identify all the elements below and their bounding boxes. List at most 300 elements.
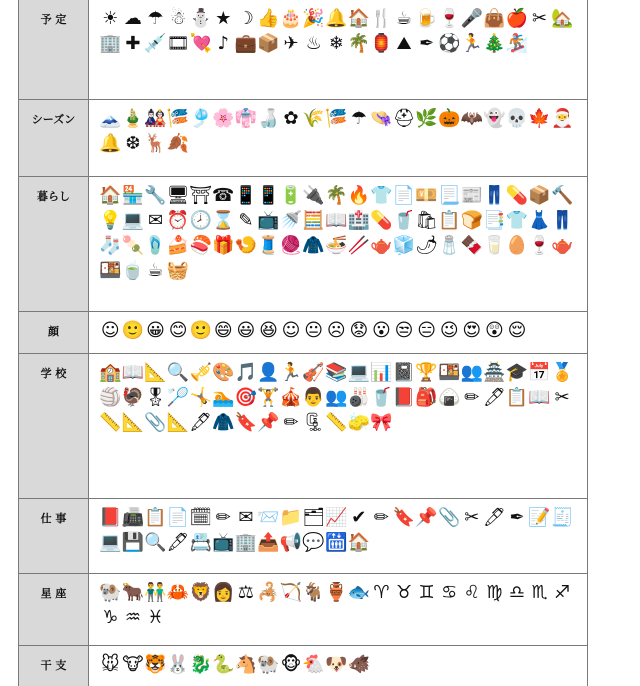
pictogram-icon[interactable]: 🍡 (121, 234, 145, 256)
pictogram-icon[interactable]: ☺ (281, 319, 301, 341)
pictogram-icon[interactable]: 📌 (415, 506, 438, 528)
pictogram-icon[interactable]: 🐭 (100, 653, 120, 675)
pictogram-icon[interactable]: ✏ (283, 411, 299, 433)
pictogram-icon[interactable]: 📚 (325, 361, 348, 383)
pictogram-icon[interactable]: ☽ (237, 7, 254, 29)
pictogram-icon[interactable]: 🏫 (99, 361, 122, 383)
pictogram-icon[interactable]: 🐐 (302, 581, 325, 603)
pictogram-icon[interactable]: 👕 (505, 209, 529, 231)
pictogram-icon[interactable]: 📕 (99, 506, 122, 528)
pictogram-icon[interactable]: 👕 (370, 184, 393, 206)
pictogram-icon[interactable]: 🍜 (325, 234, 348, 256)
pictogram-icon[interactable]: 😍 (462, 319, 482, 341)
category-row (19, 354, 587, 499)
pictogram-icon[interactable]: 💼 (234, 32, 258, 54)
pictogram-icon[interactable]: 📱 (234, 184, 258, 206)
pictogram-icon[interactable]: 🌴 (325, 184, 348, 206)
pictogram-icon[interactable]: 🎂 (279, 7, 303, 29)
pictogram-icon[interactable]: 🥛 (483, 234, 506, 256)
pictogram-icon[interactable]: ♏ (531, 581, 548, 603)
pictogram-icon[interactable]: ✂ (532, 7, 548, 29)
pictogram-icon[interactable]: 😟 (349, 319, 369, 341)
category-row (19, 646, 587, 686)
pictogram-icon[interactable]: 😒 (394, 319, 414, 341)
pictogram-icon[interactable]: 🎐 (189, 107, 212, 129)
pictogram-icon[interactable]: 😑 (417, 319, 436, 341)
pictogram-icon[interactable]: 👖 (550, 209, 574, 231)
pictogram-icon[interactable]: 🔔 (99, 132, 122, 154)
pictogram-icon[interactable]: 🏐 (99, 386, 122, 408)
pictogram-icon[interactable]: 🎄 (483, 32, 506, 54)
pictogram-icon[interactable]: 🧮 (302, 209, 325, 231)
pictogram-icon[interactable]: 🎞 (166, 32, 190, 54)
pictogram-icon[interactable]: 🏥 (347, 209, 371, 231)
icon-grid (89, 177, 587, 311)
pictogram-icon[interactable]: 😄 (213, 319, 233, 341)
pictogram-icon[interactable]: ☹ (326, 319, 346, 341)
pictogram-icon[interactable]: 🎯 (234, 386, 258, 408)
pictogram-icon[interactable]: 🔍 (166, 361, 190, 383)
pictogram-icon[interactable]: 🎖 (144, 386, 167, 408)
pictogram-icon[interactable]: 🏢 (234, 531, 258, 553)
pictogram-icon[interactable]: 🗂 (302, 506, 325, 528)
pictogram-icon[interactable]: ♍ (486, 581, 503, 603)
pictogram-icon[interactable]: 📱 (257, 184, 280, 206)
pictogram-icon[interactable]: ✏ (215, 506, 231, 528)
pictogram-icon[interactable]: 👘 (234, 107, 258, 129)
pictogram-icon[interactable]: 🍷 (437, 7, 461, 29)
pictogram-icon[interactable]: 🎀 (370, 411, 393, 433)
pictogram-icon[interactable]: ⛑ (392, 107, 416, 129)
pictogram-icon[interactable]: 🏯 (483, 361, 506, 383)
pictogram-icon[interactable]: 🩴 (144, 234, 167, 256)
pictogram-icon[interactable]: 😀 (146, 319, 165, 341)
pictogram-icon[interactable]: 🔥 (347, 184, 371, 206)
pictogram-icon[interactable]: 🍷 (528, 234, 551, 256)
pictogram-icon[interactable]: 🏸 (166, 386, 190, 408)
pictogram-icon[interactable]: 🏢 (99, 32, 122, 54)
pictogram-icon[interactable]: 😌 (507, 319, 527, 341)
pictogram-icon[interactable]: 😐 (304, 319, 324, 341)
pictogram-icon[interactable]: 💻 (347, 361, 371, 383)
pictogram-icon[interactable]: 📈 (325, 506, 348, 528)
category-label: シーズン (19, 100, 89, 176)
pictogram-icon[interactable]: 🖋 (166, 531, 190, 553)
pictogram-icon[interactable]: 📖 (528, 386, 551, 408)
pictogram-icon[interactable]: 🖊 (483, 506, 506, 528)
pictogram-icon[interactable]: 👤 (257, 361, 280, 383)
pictogram-icon[interactable]: 🫖 (550, 234, 574, 256)
pictogram-icon[interactable]: ✈ (283, 32, 299, 54)
pictogram-icon[interactable]: 🧽 (347, 411, 371, 433)
pictogram-icon[interactable]: 🎺 (189, 361, 212, 383)
category-label: 顔 (19, 312, 89, 353)
pictogram-icon[interactable]: ♎ (508, 581, 526, 603)
category-label: 仕 事 (19, 499, 89, 573)
pictogram-icon[interactable]: 📺 (212, 531, 235, 553)
pictogram-icon[interactable]: 👥 (460, 361, 483, 383)
pictogram-icon[interactable]: ♐ (554, 581, 571, 603)
pictogram-icon[interactable]: 🥤 (392, 209, 416, 231)
pictogram-icon[interactable]: 😊 (168, 319, 188, 341)
pictogram-icon[interactable]: 🎏 (325, 107, 348, 129)
category-label: 干 支 (19, 646, 89, 686)
pictogram-icon[interactable]: 👨 (302, 386, 325, 408)
icon-grid (89, 574, 587, 645)
pictogram-icon[interactable]: 🐵 (280, 653, 302, 675)
pictogram-icon[interactable]: 🕗 (189, 209, 212, 231)
pictogram-icon[interactable]: 🐂 (121, 581, 145, 603)
pictogram-icon[interactable]: ☃ (170, 7, 187, 29)
pictogram-icon[interactable]: 🏮 (370, 32, 393, 54)
pictogram-icon[interactable]: 💘 (189, 32, 212, 54)
pictogram-icon[interactable]: ✒ (419, 32, 435, 54)
pictogram-icon[interactable]: ♌ (463, 581, 480, 603)
pictogram-icon[interactable]: ☎ (212, 184, 235, 206)
pictogram-icon[interactable]: 🎒 (415, 386, 438, 408)
pictogram-icon[interactable]: ✚ (125, 32, 141, 54)
pictogram-icon[interactable]: 📁 (279, 506, 303, 528)
pictogram-icon[interactable]: 💴 (415, 184, 438, 206)
pictogram-icon[interactable]: ✉ (147, 209, 164, 231)
pictogram-icon[interactable]: ✏ (373, 506, 389, 528)
pictogram-icon[interactable]: 🏠 (347, 531, 371, 553)
pictogram-icon[interactable]: 📋 (505, 386, 529, 408)
pictogram-icon[interactable]: 📄 (166, 506, 190, 528)
pictogram-icon[interactable]: 📺 (257, 209, 280, 231)
category-label: 学 校 (19, 354, 89, 498)
pictogram-icon[interactable]: 🏊 (212, 386, 235, 408)
pictogram-icon[interactable]: 😆 (259, 319, 278, 341)
pictogram-icon[interactable]: 👍 (257, 7, 280, 29)
pictogram-icon[interactable]: 🎤 (460, 7, 483, 29)
pictogram-icon[interactable]: ⛄ (189, 7, 212, 29)
pictogram-icon[interactable]: 🍰 (166, 234, 190, 256)
pictogram-icon[interactable]: 🖊 (483, 386, 506, 408)
pictogram-icon[interactable]: ⌛ (212, 209, 235, 231)
pictogram-icon[interactable]: 🔌 (302, 184, 325, 206)
pictogram-icon[interactable]: 📋 (144, 506, 167, 528)
pictogram-icon[interactable]: 💡 (99, 209, 122, 231)
icon-grid (89, 646, 587, 686)
icon-grid (89, 499, 587, 573)
pictogram-icon[interactable]: ❄ (328, 32, 344, 54)
pictogram-icon[interactable]: ✒ (509, 506, 525, 528)
pictogram-icon[interactable]: 🎁 (212, 234, 235, 256)
pictogram-icon[interactable]: 🦂 (257, 581, 280, 603)
pictogram-icon[interactable]: 🧊 (392, 234, 416, 256)
pictogram-icon[interactable]: 🦁 (189, 581, 212, 603)
pictogram-icon[interactable]: 👗 (528, 209, 551, 231)
icon-grid (89, 0, 587, 99)
pictogram-icon[interactable]: 👬 (144, 581, 167, 603)
pictogram-icon[interactable]: 📓 (392, 361, 416, 383)
pictogram-icon[interactable]: 🦃 (121, 386, 145, 408)
pictogram-icon[interactable]: 🏃 (460, 32, 483, 54)
pictogram-icon[interactable]: 🍴 (370, 7, 393, 29)
pictogram-icon[interactable]: 🖋 (189, 411, 212, 433)
pictogram-icon[interactable]: 📐 (121, 411, 145, 433)
pictogram-icon[interactable]: 🎵 (234, 361, 258, 383)
pictogram-icon[interactable]: 🧦 (99, 234, 122, 256)
pictogram-icon[interactable]: ♋ (441, 581, 458, 603)
pictogram-icon[interactable]: ✿ (283, 107, 299, 129)
pictogram-icon[interactable]: 🎉 (302, 7, 325, 29)
pictogram-icon[interactable]: 📖 (121, 361, 145, 383)
pictogram-icon[interactable]: ✔ (351, 506, 367, 528)
pictogram-icon[interactable]: 🐔 (302, 653, 325, 675)
pictogram-icon[interactable]: 🖥 (166, 184, 190, 206)
pictogram-icon[interactable]: 🧶 (279, 234, 303, 256)
pictogram-icon[interactable]: 🐴 (234, 653, 258, 675)
pictogram-icon[interactable]: 📦 (528, 184, 551, 206)
pictogram-icon[interactable]: 🎨 (212, 361, 235, 383)
pictogram-icon[interactable]: 🍤 (234, 234, 258, 256)
pictogram-icon[interactable]: 🗜 (302, 411, 325, 433)
pictogram-icon[interactable]: 📠 (121, 506, 145, 528)
pictogram-icon[interactable]: ✂ (464, 506, 480, 528)
pictogram-icon[interactable]: 🙂 (189, 319, 212, 341)
pictogram-icon[interactable]: 🧥 (302, 234, 325, 256)
category-row (19, 499, 587, 574)
pictogram-icon[interactable]: ♉ (395, 581, 413, 603)
pictogram-icon[interactable]: 📕 (392, 386, 416, 408)
pictogram-icon[interactable]: 🥚 (505, 234, 529, 256)
pictogram-icon[interactable]: 📌 (257, 411, 280, 433)
pictogram-icon[interactable]: 🤸 (189, 386, 212, 408)
pictogram-icon[interactable]: ⏰ (166, 209, 190, 231)
pictogram-icon[interactable]: 📰 (460, 184, 483, 206)
pictogram-icon[interactable]: 🌿 (415, 107, 438, 129)
pictogram-icon[interactable]: 👖 (483, 184, 506, 206)
pictogram-icon[interactable]: 🎎 (144, 107, 167, 129)
pictogram-icon[interactable]: ✉ (238, 506, 254, 528)
pictogram-icon[interactable]: 📨 (257, 506, 280, 528)
pictogram-icon[interactable]: ♊ (418, 581, 435, 603)
pictogram-icon[interactable]: ⛰ (396, 32, 412, 54)
pictogram-icon[interactable]: 🧂 (437, 234, 461, 256)
pictogram-icon[interactable]: 🧥 (212, 411, 235, 433)
pictogram-icon[interactable]: ⚖ (237, 581, 254, 603)
pictogram-icon[interactable]: ☁ (123, 7, 142, 29)
pictogram-icon[interactable]: 🐟 (347, 581, 371, 603)
icon-grid (89, 354, 587, 498)
pictogram-icon[interactable]: ☺ (100, 319, 120, 341)
pictogram-icon[interactable]: 🎪 (279, 386, 303, 408)
pictogram-icon[interactable]: ✂ (554, 386, 570, 408)
pictogram-icon[interactable]: 📐 (144, 361, 167, 383)
pictogram-icon[interactable]: 🌶 (415, 234, 438, 256)
pictogram-icon[interactable]: 🛍 (415, 209, 438, 231)
pictogram-icon[interactable]: 🎻 (302, 361, 325, 383)
pictogram-icon[interactable]: 🗻 (99, 107, 122, 129)
pictogram-icon[interactable]: 🚿 (279, 209, 303, 231)
pictogram-icon[interactable]: 🌴 (347, 32, 371, 54)
pictogram-icon[interactable]: 🛗 (325, 531, 348, 553)
category-label: 予 定 (19, 0, 89, 99)
pictogram-icon[interactable]: 🔖 (392, 506, 416, 528)
pictogram-icon[interactable]: 🍵 (121, 259, 145, 281)
pictogram-icon[interactable]: 🔍 (144, 531, 167, 553)
pictogram-icon[interactable]: 🍶 (257, 107, 280, 129)
pictogram-icon[interactable]: ✏ (464, 386, 480, 408)
icon-grid (89, 312, 587, 353)
pictogram-icon[interactable]: 📎 (437, 506, 461, 528)
pictogram-icon[interactable]: 💀 (505, 107, 529, 129)
pictogram-icon[interactable]: 🥤 (370, 386, 393, 408)
pictogram-icon[interactable]: ⚽ (437, 32, 461, 54)
pictogram-icon[interactable]: 🎳 (347, 386, 371, 408)
pictogram-icon[interactable]: 🗓 (189, 506, 212, 528)
icon-grid (89, 100, 587, 176)
pictogram-icon[interactable]: 📏 (325, 411, 348, 433)
pictogram-icon[interactable]: 💻 (99, 531, 122, 553)
pictogram-icon[interactable]: 💉 (144, 32, 167, 54)
pictogram-icon[interactable]: 🐉 (189, 653, 212, 675)
pictogram-icon[interactable]: 🍱 (437, 361, 461, 383)
pictogram-icon[interactable]: 🏪 (121, 184, 145, 206)
pictogram-icon[interactable]: 🎃 (437, 107, 461, 129)
pictogram-icon[interactable]: 📋 (437, 209, 461, 231)
pictogram-icon[interactable]: 🥢 (347, 234, 371, 256)
category-label: 星 座 (19, 574, 89, 645)
pictogram-icon[interactable]: 🔖 (234, 411, 258, 433)
pictogram-icon[interactable]: 🔋 (279, 184, 303, 206)
pictogram-icon[interactable]: 📏 (99, 411, 122, 433)
pictogram-icon[interactable]: 🏡 (550, 7, 574, 29)
pictogram-table (18, 0, 588, 686)
pictogram-icon[interactable]: 🍱 (99, 259, 122, 281)
pictogram-icon[interactable]: 📃 (437, 184, 461, 206)
pictogram-icon[interactable]: 🏹 (279, 581, 303, 603)
pictogram-icon[interactable]: 🦌 (144, 132, 167, 154)
pictogram-icon[interactable]: 🧺 (166, 259, 190, 281)
pictogram-icon[interactable]: 😉 (439, 319, 459, 341)
pictogram-icon[interactable]: 📦 (257, 32, 280, 54)
pictogram-icon[interactable]: 🌾 (302, 107, 325, 129)
pictogram-icon[interactable]: 🐰 (166, 653, 190, 675)
pictogram-icon[interactable]: 👻 (483, 107, 506, 129)
pictogram-icon[interactable]: 💊 (370, 209, 393, 231)
pictogram-icon[interactable]: 💊 (505, 184, 529, 206)
pictogram-icon[interactable]: ❆ (125, 132, 141, 154)
pictogram-icon[interactable]: ♪ (217, 32, 230, 54)
pictogram-icon[interactable]: 🏆 (415, 361, 438, 383)
pictogram-icon[interactable]: ☀ (102, 7, 119, 29)
pictogram-icon[interactable]: 🧵 (257, 234, 280, 256)
pictogram-icon[interactable]: 🏠 (347, 7, 371, 29)
pictogram-icon[interactable]: 🍞 (460, 209, 483, 231)
pictogram-icon[interactable]: 🍁 (528, 107, 551, 129)
pictogram-icon[interactable]: 🐍 (212, 653, 235, 675)
pictogram-icon[interactable]: ☕ (147, 259, 164, 281)
pictogram-icon[interactable]: ★ (215, 7, 232, 29)
pictogram-icon[interactable]: 💻 (121, 209, 145, 231)
pictogram-icon[interactable]: 🏠 (99, 184, 122, 206)
pictogram-icon[interactable]: 🦇 (460, 107, 483, 129)
pictogram-icon[interactable]: 🎓 (505, 361, 529, 383)
category-row (19, 574, 587, 646)
pictogram-icon[interactable]: 😮 (372, 319, 391, 341)
pictogram-icon[interactable]: ☕ (395, 7, 413, 29)
pictogram-icon[interactable]: 🧾 (550, 506, 574, 528)
pictogram-icon[interactable]: 🏅 (550, 361, 574, 383)
pictogram-icon[interactable]: 📝 (528, 506, 551, 528)
pictogram-icon[interactable]: 📐 (166, 411, 190, 433)
pictogram-icon[interactable]: 🍎 (505, 7, 529, 29)
pictogram-icon[interactable]: 🎏 (166, 107, 190, 129)
pictogram-icon[interactable]: 📅 (528, 361, 551, 383)
pictogram-icon[interactable]: 🌸 (212, 107, 235, 129)
pictogram-icon[interactable]: 😃 (236, 319, 256, 341)
pictogram-icon[interactable]: 👒 (370, 107, 393, 129)
pictogram-icon[interactable]: 🎅 (550, 107, 574, 129)
pictogram-icon[interactable]: 👥 (325, 386, 348, 408)
pictogram-icon[interactable]: 🔨 (550, 184, 574, 206)
pictogram-icon[interactable]: ♓ (147, 606, 164, 628)
pictogram-icon[interactable]: 📢 (279, 531, 303, 553)
category-label: 暮らし (19, 177, 89, 311)
pictogram-icon[interactable]: 🐏 (99, 581, 122, 603)
pictogram-icon[interactable]: 🍺 (415, 7, 438, 29)
pictogram-icon[interactable]: 📖 (325, 209, 348, 231)
pictogram-icon[interactable]: 📤 (257, 531, 280, 553)
pictogram-icon[interactable]: 💬 (302, 531, 325, 553)
pictogram-icon[interactable]: 🐮 (122, 653, 144, 675)
pictogram-icon[interactable]: 🙂 (121, 319, 145, 341)
pictogram-icon[interactable]: 🍣 (189, 234, 212, 256)
pictogram-icon[interactable]: ♒ (124, 606, 141, 628)
pictogram-icon[interactable]: 📑 (483, 209, 506, 231)
pictogram-icon[interactable]: 🐏 (257, 653, 280, 675)
pictogram-icon[interactable]: 📇 (189, 531, 212, 553)
pictogram-icon[interactable]: ♑ (102, 606, 119, 628)
pictogram-icon[interactable]: ⛩ (189, 184, 212, 206)
pictogram-icon[interactable]: 🏋 (257, 386, 280, 408)
pictogram-icon[interactable]: 📊 (370, 361, 393, 383)
pictogram-icon[interactable]: 🫖 (370, 234, 393, 256)
pictogram-icon[interactable]: 🍫 (460, 234, 483, 256)
pictogram-icon[interactable]: ♈ (373, 581, 390, 603)
category-row (19, 177, 587, 312)
pictogram-icon[interactable]: 🍙 (437, 386, 461, 408)
pictogram-icon[interactable]: 🍂 (166, 132, 190, 154)
pictogram-icon[interactable]: 🏂 (505, 32, 529, 54)
pictogram-icon[interactable]: 📎 (144, 411, 167, 433)
pictogram-icon[interactable]: 💾 (121, 531, 145, 553)
pictogram-icon[interactable]: 🔧 (144, 184, 167, 206)
pictogram-icon[interactable]: 👜 (483, 7, 506, 29)
pictogram-icon[interactable]: 📄 (392, 184, 416, 206)
category-row (19, 0, 587, 100)
pictogram-icon[interactable]: 🐗 (347, 653, 371, 675)
pictogram-icon[interactable]: 😲 (485, 319, 504, 341)
pictogram-icon[interactable]: 🦀 (166, 581, 190, 603)
pictogram-icon[interactable]: ☂ (147, 7, 164, 29)
pictogram-icon[interactable]: 🎍 (121, 107, 145, 129)
pictogram-icon[interactable]: ✎ (238, 209, 254, 231)
category-row (19, 100, 587, 177)
pictogram-icon[interactable]: ♨ (305, 32, 322, 54)
category-row (19, 312, 587, 354)
pictogram-icon[interactable]: 🏃 (279, 361, 303, 383)
pictogram-icon[interactable]: 👩 (212, 581, 235, 603)
pictogram-icon[interactable]: 🐯 (144, 653, 167, 675)
pictogram-icon[interactable]: 🏺 (325, 581, 348, 603)
pictogram-icon[interactable]: ☂ (350, 107, 367, 129)
pictogram-icon[interactable]: 🔔 (325, 7, 348, 29)
pictogram-icon[interactable]: 🐶 (325, 653, 348, 675)
